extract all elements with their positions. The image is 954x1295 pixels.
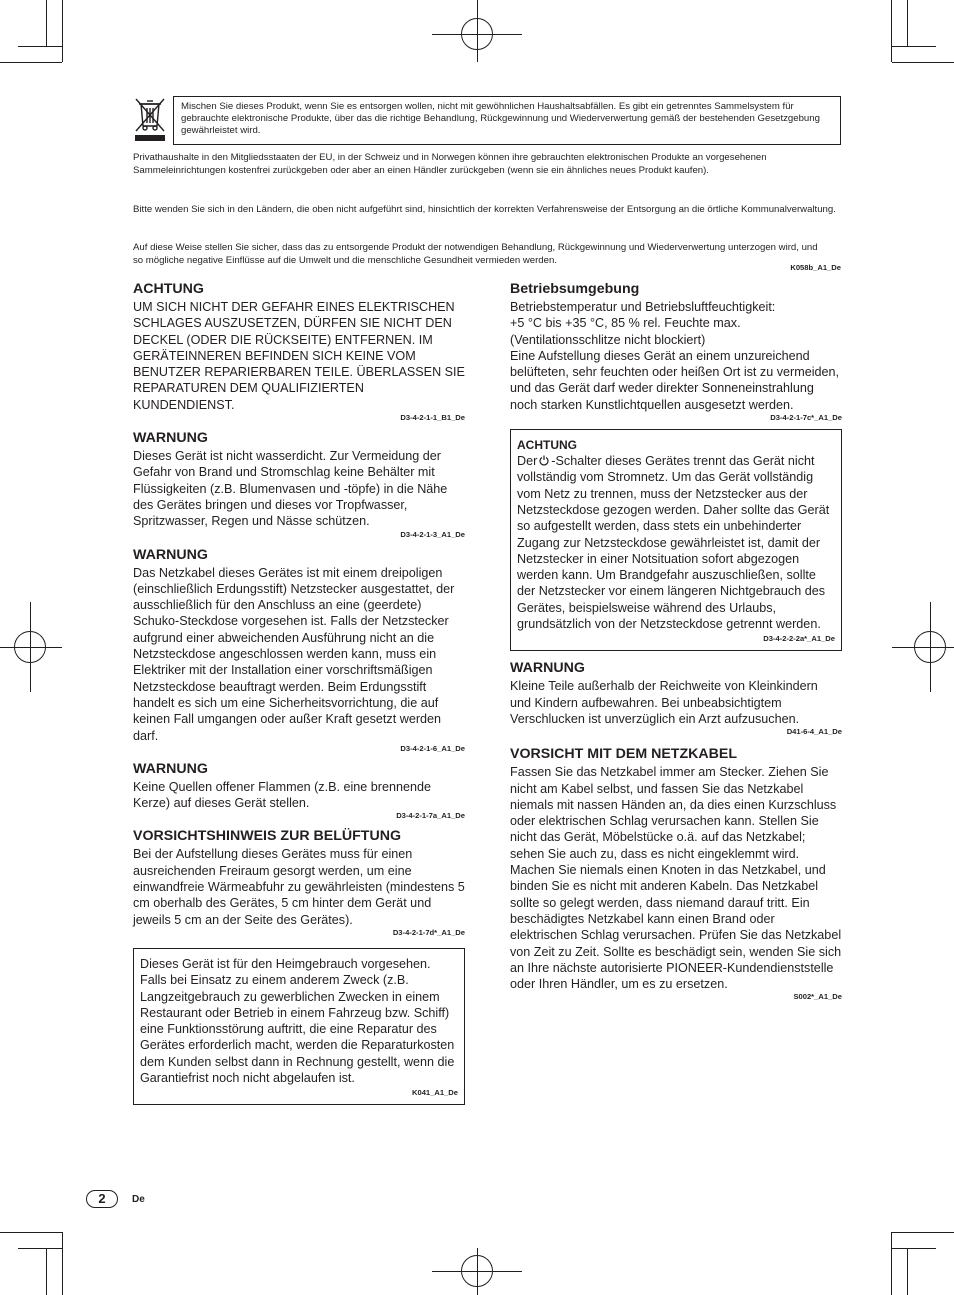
reference-code: D3-4-2-1-1_B1_De — [400, 413, 465, 423]
reference-code: D3-4-2-2-2a*_A1_De — [763, 634, 835, 644]
section-title: WARNUNG — [133, 430, 208, 447]
section-body: +5 °C bis +35 °C, 85 % rel. Feuchte max. — [510, 316, 741, 331]
crop-mark — [0, 62, 62, 63]
crop-mark — [18, 1248, 62, 1249]
left-column — [133, 280, 465, 1105]
reference-code: D41-6-4_A1_De — [786, 727, 842, 737]
crop-mark — [892, 1248, 936, 1249]
reference-code: D3-4-2-1-7d*_A1_De — [392, 927, 465, 937]
crop-mark — [907, 1248, 908, 1295]
section-body: Kleine Teile außerhalb der Reichweite von Kleinkindern und Kindern aufbewahren. Bei unbeabsichtigtem Verschlucken ist unverzüglich ein Arzt aufzusuchen. — [510, 679, 818, 726]
power-icon — [539, 455, 549, 466]
reference-code: S002*_A1_De — [793, 992, 842, 1002]
notice-body: Dieses Gerät ist für den Heimgebrauch vorgesehen. Falls bei Einsatz zu einem anderem Zweck (z.B. Langzeitgebrauch zu gewerblichen Zwecken in einem Restaurant oder Betrieb in einem Fahrzeug bzw. Schiff) eine Funktionsstörung auftritt, die eine Reparatur des Gerätes erforderlich macht, werden die Reparaturkosten dem Kunden selbst dann in Rechnung gestellt, wenn die Garantiefrist noch nicht abgelaufen ist. — [140, 956, 455, 1085]
reference-code: D3-4-2-1-7a_A1_De — [396, 811, 465, 821]
section-title: WARNUNG — [133, 760, 208, 777]
weee-bin-icon — [133, 96, 167, 142]
section-title: ACHTUNG — [133, 281, 204, 297]
registration-mark — [914, 631, 946, 663]
section-body: Fassen Sie das Netzkabel immer am Stecker. Ziehen Sie nicht am Kabel selbst, und fassen Sie das Netzkabel niemals mit nassen Händen an, da dies einen Kurzschluss oder elektrischen Schlag verursachen kann. Stellen Sie nicht das Gerät, Möbelstücke o.ä. auf das Netzkabel; sehen Sie auch zu, dass es nicht eingeklemmt wird. Machen Sie niemals einen Knoten in das Netzkabel, und binden Sie es nicht mit anderen Kabeln. Das Netzkabel sollte so gelegt werden, dass niemand darauf tritt. Ein beschädigtes Netzkabel kann einen Brand oder elektrischen Schlag verursachen. Prüfen Sie das Netzkabel von Zeit zu Zeit. Sollte es beschädigt sein, wenden Sie sich an Ihre nächste autorisierte PIONEER-Kundendienststelle oder Ihren Händler, um es zu ersetzen. — [510, 765, 842, 992]
crop-mark — [0, 1232, 62, 1233]
section-body: Das Netzkabel dieses Gerätes ist mit einem dreipoligen (einschließlich Erdungsstift) Netzstecker ausgestattet, der ausschließlich für den Anschluss an eine (geerdete) Schuko-Steckdose vorgesehen ist. Falls der Netzstecker aufgrund einer abweichenden Ausführung nicht an die Netzsteckdose angeschlossen werden kann, muss ein Elektriker mit der Installation einer vorschriftsmäßigen Netzsteckdose beauftragt werden. Beim Erdungsstift handelt es sich um eine Sicherheitsvorrichtung, die auf keinen Fall umgangen oder außer Kraft gesetzt werden darf. — [133, 565, 455, 743]
section-title: Betriebsumgebung — [510, 281, 640, 297]
section-body: Eine Aufstellung dieses Gerät an einem unzureichend belüfteten, sehr feuchten oder heißen Ort ist zu vermeiden, und das Gerät darf weder direkter Sonneneinstrahlung noch starken Kunstlichtquellen ausgesetzt werden. — [510, 348, 840, 412]
notice-title: ACHTUNG — [517, 438, 577, 453]
weee-notice-box — [173, 96, 841, 145]
notice-body — [517, 453, 835, 632]
section-title: WARNUNG — [133, 546, 208, 563]
crop-mark — [891, 1232, 892, 1295]
crop-mark — [891, 0, 892, 62]
section-warnung-small-parts — [510, 659, 842, 737]
reference-code: K041_A1_De — [411, 1088, 458, 1098]
registration-mark — [14, 631, 46, 663]
reference-code: D3-4-2-1-7c*_A1_De — [770, 413, 842, 423]
right-column — [510, 280, 842, 1008]
weee-paragraph: Bitte wenden Sie sich in den Ländern, die oben nicht aufgeführt sind, hinsichtlich der korrekten Verfahrensweise der Entsorgung an die örtliche Kommunalverwaltung. — [133, 204, 836, 215]
section-power-cord — [510, 745, 842, 1002]
section-title: WARNUNG — [510, 660, 585, 677]
section-body: UM SICH NICHT DER GEFAHR EINES ELEKTRISCHEN SCHLAGES AUSZUSETZEN, DÜRFEN SIE NICHT DEN DECKEL (ODER DIE RÜCKSEITE) ENTFERNEN. IM GERÄTEINNEREN BEFINDEN SICH KEINE VOM BENUTZER REPARIERBAREN TEILE. ÜBERLASSEN SIE REPARATUREN DEM QUALIFIZIERTEN KUNDENDIENST. — [133, 300, 465, 412]
section-warnung-flame — [133, 760, 465, 822]
section-achtung — [133, 280, 465, 423]
notice-text-post: -Schalter dieses Gerätes trennt das Gerät nicht vollständig vom Stromnetz. Um das Gerät vollständig vom Netz zu trennen, muss der Netzstecker aus der Netzsteckdose gezogen werden. Daher sollte das Gerät so aufgestellt werden, dass stets ein unbehinderter Zugang zur Netzsteckdose gewährleistet ist, damit der Netzstecker in einer Notsituation sofort abgezogen werden kann. Um Brandgefahr auszuschließen, sollte der Netzstecker vor einem längeren Nichtgebrauch des Gerätes, beispielsweise während des Urlaubs, grundsätzlich von der Netzsteckdose getrennt werden. — [517, 454, 830, 632]
section-warnung-water — [133, 429, 465, 539]
crop-mark — [62, 1232, 63, 1295]
notice-text-pre: Der — [517, 454, 538, 469]
power-switch-notice-box — [510, 429, 842, 651]
section-body: Bei der Aufstellung dieses Gerätes muss für einen ausreichenden Freiraum gesorgt werden, um eine einwandfreie Wärmeabfuhr zu gewährleisten (mindestens 5 cm oberhalb des Gerätes, 5 cm hinter dem Gerät und jeweils 5 cm an der Seite des Gerätes). — [133, 847, 465, 927]
registration-mark — [461, 1255, 493, 1287]
crop-mark — [892, 46, 936, 47]
section-ventilation — [133, 827, 465, 937]
section-body: Dieses Gerät ist nicht wasserdicht. Zur Vermeidung der Gefahr von Brand und Stromschlag keine Behälter mit Flüssigkeiten (z.B. Blumenvasen und -töpfe) in die Nähe des Gerätes bringen und dieses vor Tropfwasser, Spritzwasser, Regen und Nässe schützen. — [133, 449, 448, 529]
section-warnung-plug — [133, 546, 465, 754]
reference-code: D3-4-2-1-6_A1_De — [400, 743, 465, 753]
weee-paragraph: Privathaushalte in den Mitgliedsstaaten der EU, in der Schweiz und in Norwegen können ihre gebrauchten elektronischen Produkte an vorgesehenen Sammeleinrichtungen kostenfrei zurückgeben oder aber an einen Händler zurückgeben (wenn sie ein ähnliches neues Produkt kaufen). — [133, 152, 767, 176]
section-title: VORSICHT MIT DEM NETZKABEL — [510, 746, 737, 763]
crop-mark — [892, 62, 954, 63]
crop-mark — [892, 1232, 954, 1233]
section-title: VORSICHTSHINWEIS ZUR BELÜFTUNG — [133, 828, 401, 845]
crop-mark — [18, 46, 62, 47]
reference-code: D3-4-2-1-3_A1_De — [400, 529, 465, 539]
page-number: 2 — [86, 1190, 118, 1208]
crop-mark — [907, 0, 908, 46]
section-body: Betriebstemperatur und Betriebsluftfeuchtigkeit: — [510, 300, 776, 314]
crop-mark — [62, 0, 63, 62]
section-operating-environment — [510, 280, 842, 423]
section-body: (Ventilationsschlitze nicht blockiert) — [510, 332, 706, 347]
language-code: De — [132, 1194, 145, 1205]
weee-paragraph: Auf diese Weise stellen Sie sicher, dass das zu entsorgende Produkt der notwendigen Behandlung, Rückgewinnung und Wiederverwertung unterzogen wird, und so mögliche negative Einflüsse auf die Umwelt und die menschliche Gesundheit vermieden werden. — [133, 242, 818, 266]
crop-mark — [46, 0, 47, 46]
weee-intro-text: Mischen Sie dieses Produkt, wenn Sie es entsorgen wollen, nicht mit gewöhnlichen Haushaltsabfällen. Es gibt ein getrenntes Sammelsystem für gebrauchte elektronische Produkte, über das die richtige Behandlung, Rückgewinnung und Wiederverwertung gemäß der bestehenden Gesetzgebung gewährleistet wird. — [181, 101, 820, 137]
registration-mark — [461, 18, 493, 50]
reference-code: K058b_A1_De — [790, 263, 841, 272]
home-use-notice-box — [133, 948, 465, 1105]
section-body: Keine Quellen offener Flammen (z.B. eine brennende Kerze) auf dieses Gerät stellen. — [133, 779, 432, 811]
crop-mark — [46, 1248, 47, 1295]
